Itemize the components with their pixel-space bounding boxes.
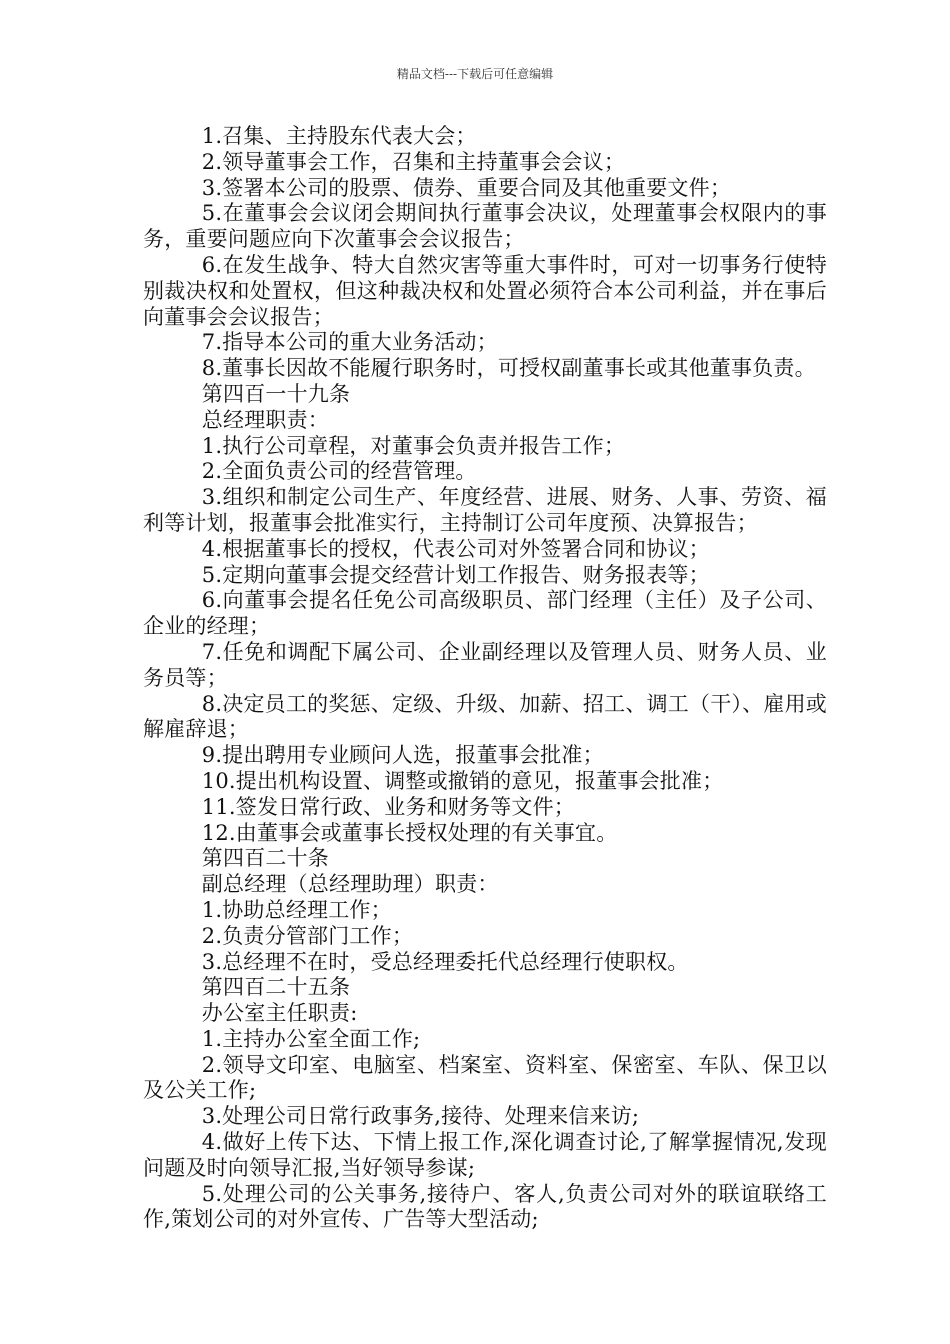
paragraph: 2.领导文印室、电脑室、档案室、资料室、保密室、车队、保卫以及公关工作; [143, 1052, 827, 1103]
paragraph: 5.定期向董事会提交经营计划工作报告、财务报表等； [201, 562, 710, 587]
paragraph: 10.提出机构设置、调整或撤销的意见，报董事会批准； [201, 768, 724, 793]
page-header: 精品文档---下载后可任意编辑 [396, 67, 554, 81]
article-heading: 第四百一十九条 [201, 381, 351, 406]
section-title: 副总经理（总经理助理）职责： [201, 872, 499, 897]
paragraph: 7.任免和调配下属公司、企业副经理以及管理人员、财务人员、业务员等； [143, 639, 827, 690]
paragraph: 9.提出聘用专业顾问人选，报董事会批准； [201, 743, 604, 768]
paragraph: 1.主持办公室全面工作; [201, 1026, 421, 1051]
section-title: 办公室主任职责: [201, 1001, 358, 1026]
article-heading: 第四百二十五条 [201, 975, 351, 1000]
paragraph: 2.全面负责公司的经营管理。 [201, 459, 477, 484]
paragraph: 3.处理公司日常行政事务,接待、处理来信来访; [201, 1104, 640, 1129]
paragraph: 8.董事长因故不能履行职务时，可授权副董事长或其他董事负责。 [201, 356, 816, 381]
paragraph: 12.由董事会或董事长授权处理的有关事宜。 [201, 820, 618, 845]
paragraph: 4.根据董事长的授权，代表公司对外签署合同和协议； [201, 536, 710, 561]
paragraph: 3.总经理不在时，受总经理委托代总经理行使职权。 [201, 949, 689, 974]
paragraph: 1.召集、主持股东代表大会； [201, 124, 477, 148]
paragraph: 1.协助总经理工作； [201, 897, 392, 922]
paragraph: 8.决定员工的奖惩、定级、升级、加薪、招工、调工（干）、雇用或解雇辞退； [143, 691, 827, 742]
paragraph: 1.执行公司章程，对董事会负责并报告工作； [201, 433, 626, 458]
section-title: 总经理职责： [201, 407, 329, 432]
document-body [143, 124, 827, 1233]
paragraph: 5.在董事会会议闭会期间执行董事会决议，处理董事会权限内的事务，重要问题应向下次董事会会议报告； [143, 201, 827, 252]
paragraph: 2.负责分管部门工作； [201, 923, 414, 948]
paragraph: 4.做好上传下达、下情上报工作,深化调查讨论,了解掌握情况,发现问题及时向领导汇报,当好领导参谋; [143, 1130, 827, 1180]
paragraph: 5.处理公司的公关事务,接待户、客人,负责公司对外的联谊联络工作,策划公司的对外宣传、广告等大型活动; [143, 1181, 827, 1232]
paragraph: 11.签发日常行政、业务和财务等文件； [201, 794, 575, 819]
paragraph: 2.领导董事会工作，召集和主持董事会会议； [201, 149, 626, 174]
paragraph: 7.指导本公司的重大业务活动； [201, 330, 498, 355]
paragraph: 6.在发生战争、特大自然灾害等重大事件时，可对一切事务行使特别裁决权和处置权，但这种裁决权和处置必须符合本公司利益，并在事后向董事会会议报告； [143, 252, 827, 329]
paragraph: 3.组织和制定公司生产、年度经营、进展、财务、人事、劳资、福利等计划，报董事会批准实行，主持制订公司年度预、决算报告； [143, 485, 827, 535]
paragraph: 3.签署本公司的股票、债券、重要合同及其他重要文件； [201, 175, 732, 200]
paragraph: 6.向董事会提名任免公司高级职员、部门经理（主任）及子公司、企业的经理； [143, 588, 827, 639]
article-heading: 第四百二十条 [201, 846, 329, 871]
